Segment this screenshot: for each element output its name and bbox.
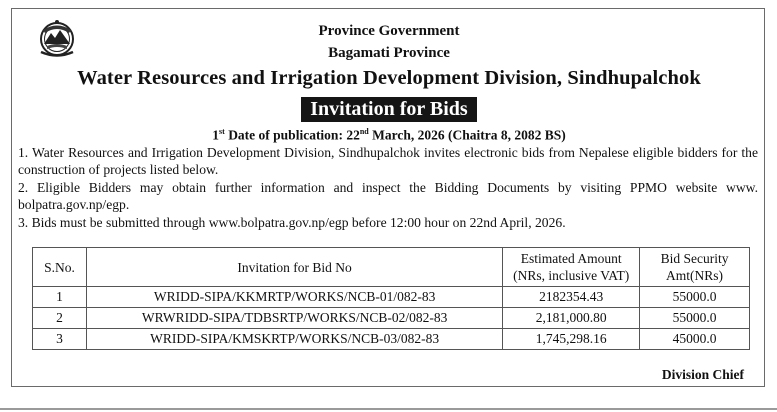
cell-bid-no: WRIDD-SIPA/KMSKRTP/WORKS/NCB-03/082-83 — [86, 329, 502, 350]
table-row — [33, 308, 750, 329]
notice-frame — [11, 8, 765, 387]
cell-bid-no: WRWRIDD-SIPA/TDBSRTP/WORKS/NCB-02/082-83 — [86, 308, 502, 329]
paragraph-submission: 3. Bids must be submitted through www.bolpatra.gov.np/egp before 12:00 hour on 22nd April, 2026. — [18, 214, 566, 230]
government-heading: Province Government — [318, 23, 460, 39]
notice-body — [18, 144, 758, 231]
cell-amount: 2182354.43 — [503, 287, 640, 308]
cell-security: 55000.0 — [640, 308, 750, 329]
header-sno: S.No. — [33, 248, 87, 287]
table-header-row — [33, 248, 750, 287]
signature-division-chief: Division Chief — [661, 367, 744, 382]
bids-table — [32, 247, 750, 350]
header-estimated-amount: Estimated Amount (NRs, inclusive VAT) — [503, 248, 640, 287]
division-title: Water Resources and Irrigation Development Division, Sindhupalchok — [77, 67, 701, 89]
cell-security: 55000.0 — [640, 287, 750, 308]
cell-bid-no: WRIDD-SIPA/KKMRTP/WORKS/NCB-01/082-83 — [86, 287, 502, 308]
cell-sno: 3 — [33, 329, 87, 350]
table-row — [33, 329, 750, 350]
notice-title-banner: Invitation for Bids — [301, 97, 476, 122]
bottom-divider — [0, 408, 777, 410]
cell-amount: 2,181,000.80 — [503, 308, 640, 329]
cell-sno: 2 — [33, 308, 87, 329]
cell-sno: 1 — [33, 287, 87, 308]
header-bid-no: Invitation for Bid No — [86, 248, 502, 287]
header-bid-security: Bid Security Amt(NRs) — [640, 248, 750, 287]
table-row — [33, 287, 750, 308]
province-heading: Bagamati Province — [328, 45, 450, 61]
cell-amount: 1,745,298.16 — [503, 329, 640, 350]
paragraph-documents: 2. Eligible Bidders may obtain further information and inspect the Bidding Documents by visiting PPMO website www. bolpatra.gov.np/egp. — [18, 179, 758, 213]
paragraph-eligibility: 1. Water Resources and Irrigation Development Division, Sindhupalchok invites electronic bids from Nepalese eligible bidders for the construction of projects listed below. — [18, 145, 758, 178]
cell-security: 45000.0 — [640, 329, 750, 350]
publication-date: 1st Date of publication: 22nd March, 2026 (Chaitra 8, 2082 BS) — [212, 127, 566, 143]
